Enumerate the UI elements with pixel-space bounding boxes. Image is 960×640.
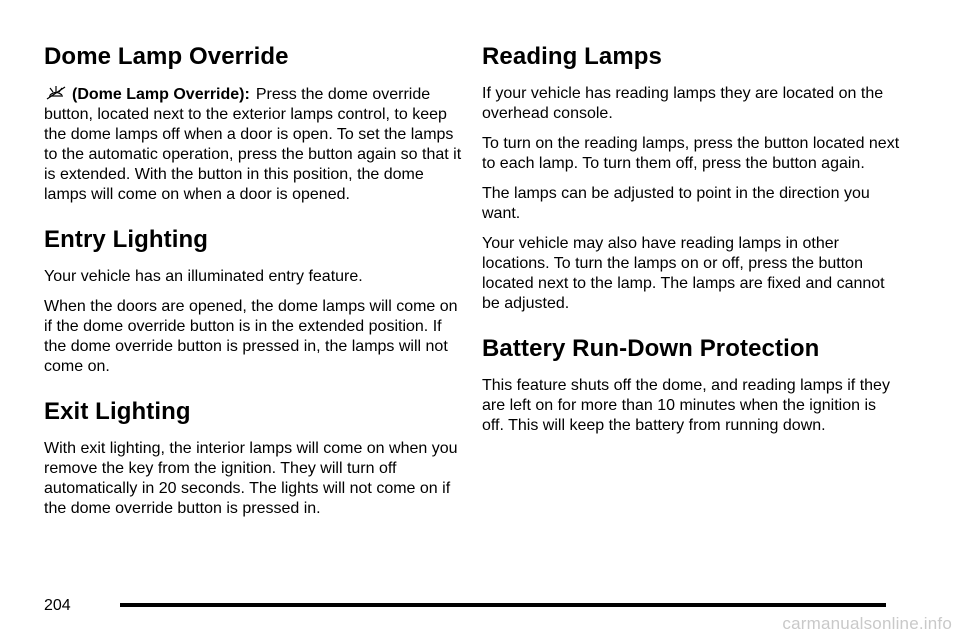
paragraph-dome-lamp-override (44, 84, 464, 205)
paragraph-exit-lighting-1: With exit lighting, the interior lamps will come on when you remove the key from the ignition. They will turn off automatically in 20 seconds. The lights will not come on if the dome override button is pressed in. (44, 440, 458, 517)
page-number: 204 (44, 597, 71, 614)
section-reading-lamps (482, 42, 902, 314)
paragraph-reading-lamps-3: The lamps can be adjusted to point in the direction you want. (482, 185, 870, 222)
heading-battery-rundown: Battery Run-Down Protection (482, 335, 820, 362)
heading-dome-lamp-override: Dome Lamp Override (44, 43, 289, 70)
paragraph-reading-lamps-2: To turn on the reading lamps, press the button located next to each lamp. To turn them off, press the button again. (482, 135, 900, 172)
paragraph-reading-lamps-4: Your vehicle may also have reading lamps in other locations. To turn the lamps on or off, press the button located next to the lamp. The lamps are fixed and cannot be adjusted. (482, 235, 885, 312)
dome-lamp-override-lead: (Dome Lamp Override): (72, 86, 250, 103)
paragraph-entry-lighting-1: Your vehicle has an illuminated entry feature. (44, 268, 363, 285)
paragraph-battery-rundown-1: This feature shuts off the dome, and reading lamps if they are left on for more than 10 minutes when the ignition is off. This will keep the battery from running down. (482, 377, 890, 434)
section-entry-lighting (44, 225, 464, 377)
heading-reading-lamps: Reading Lamps (482, 43, 662, 70)
paragraph-reading-lamps-1: If your vehicle has reading lamps they are located on the overhead console. (482, 85, 884, 122)
heading-entry-lighting: Entry Lighting (44, 226, 209, 253)
watermark: carmanualsonline.info (782, 614, 952, 633)
dome-lamp-icon (44, 84, 68, 102)
footer-rule (120, 603, 886, 607)
section-battery-rundown (482, 334, 902, 436)
heading-exit-lighting: Exit Lighting (44, 398, 191, 425)
paragraph-entry-lighting-2: When the doors are opened, the dome lamps will come on if the dome override button is in the extended position. If the dome override button is pressed in, the lamps will not come on. (44, 298, 458, 375)
dome-lamp-override-body: Press the dome override button, located next to the exterior lamps control, to keep the dome lamps off when a door is open. To set the lamps to the automatic operation, press the button again so that it is extended. With the button in this position, the dome lamps will come on when a door is opened. (44, 86, 462, 203)
left-column (44, 42, 464, 529)
section-dome-lamp-override (44, 42, 464, 205)
right-column (482, 42, 902, 446)
section-exit-lighting (44, 397, 464, 519)
